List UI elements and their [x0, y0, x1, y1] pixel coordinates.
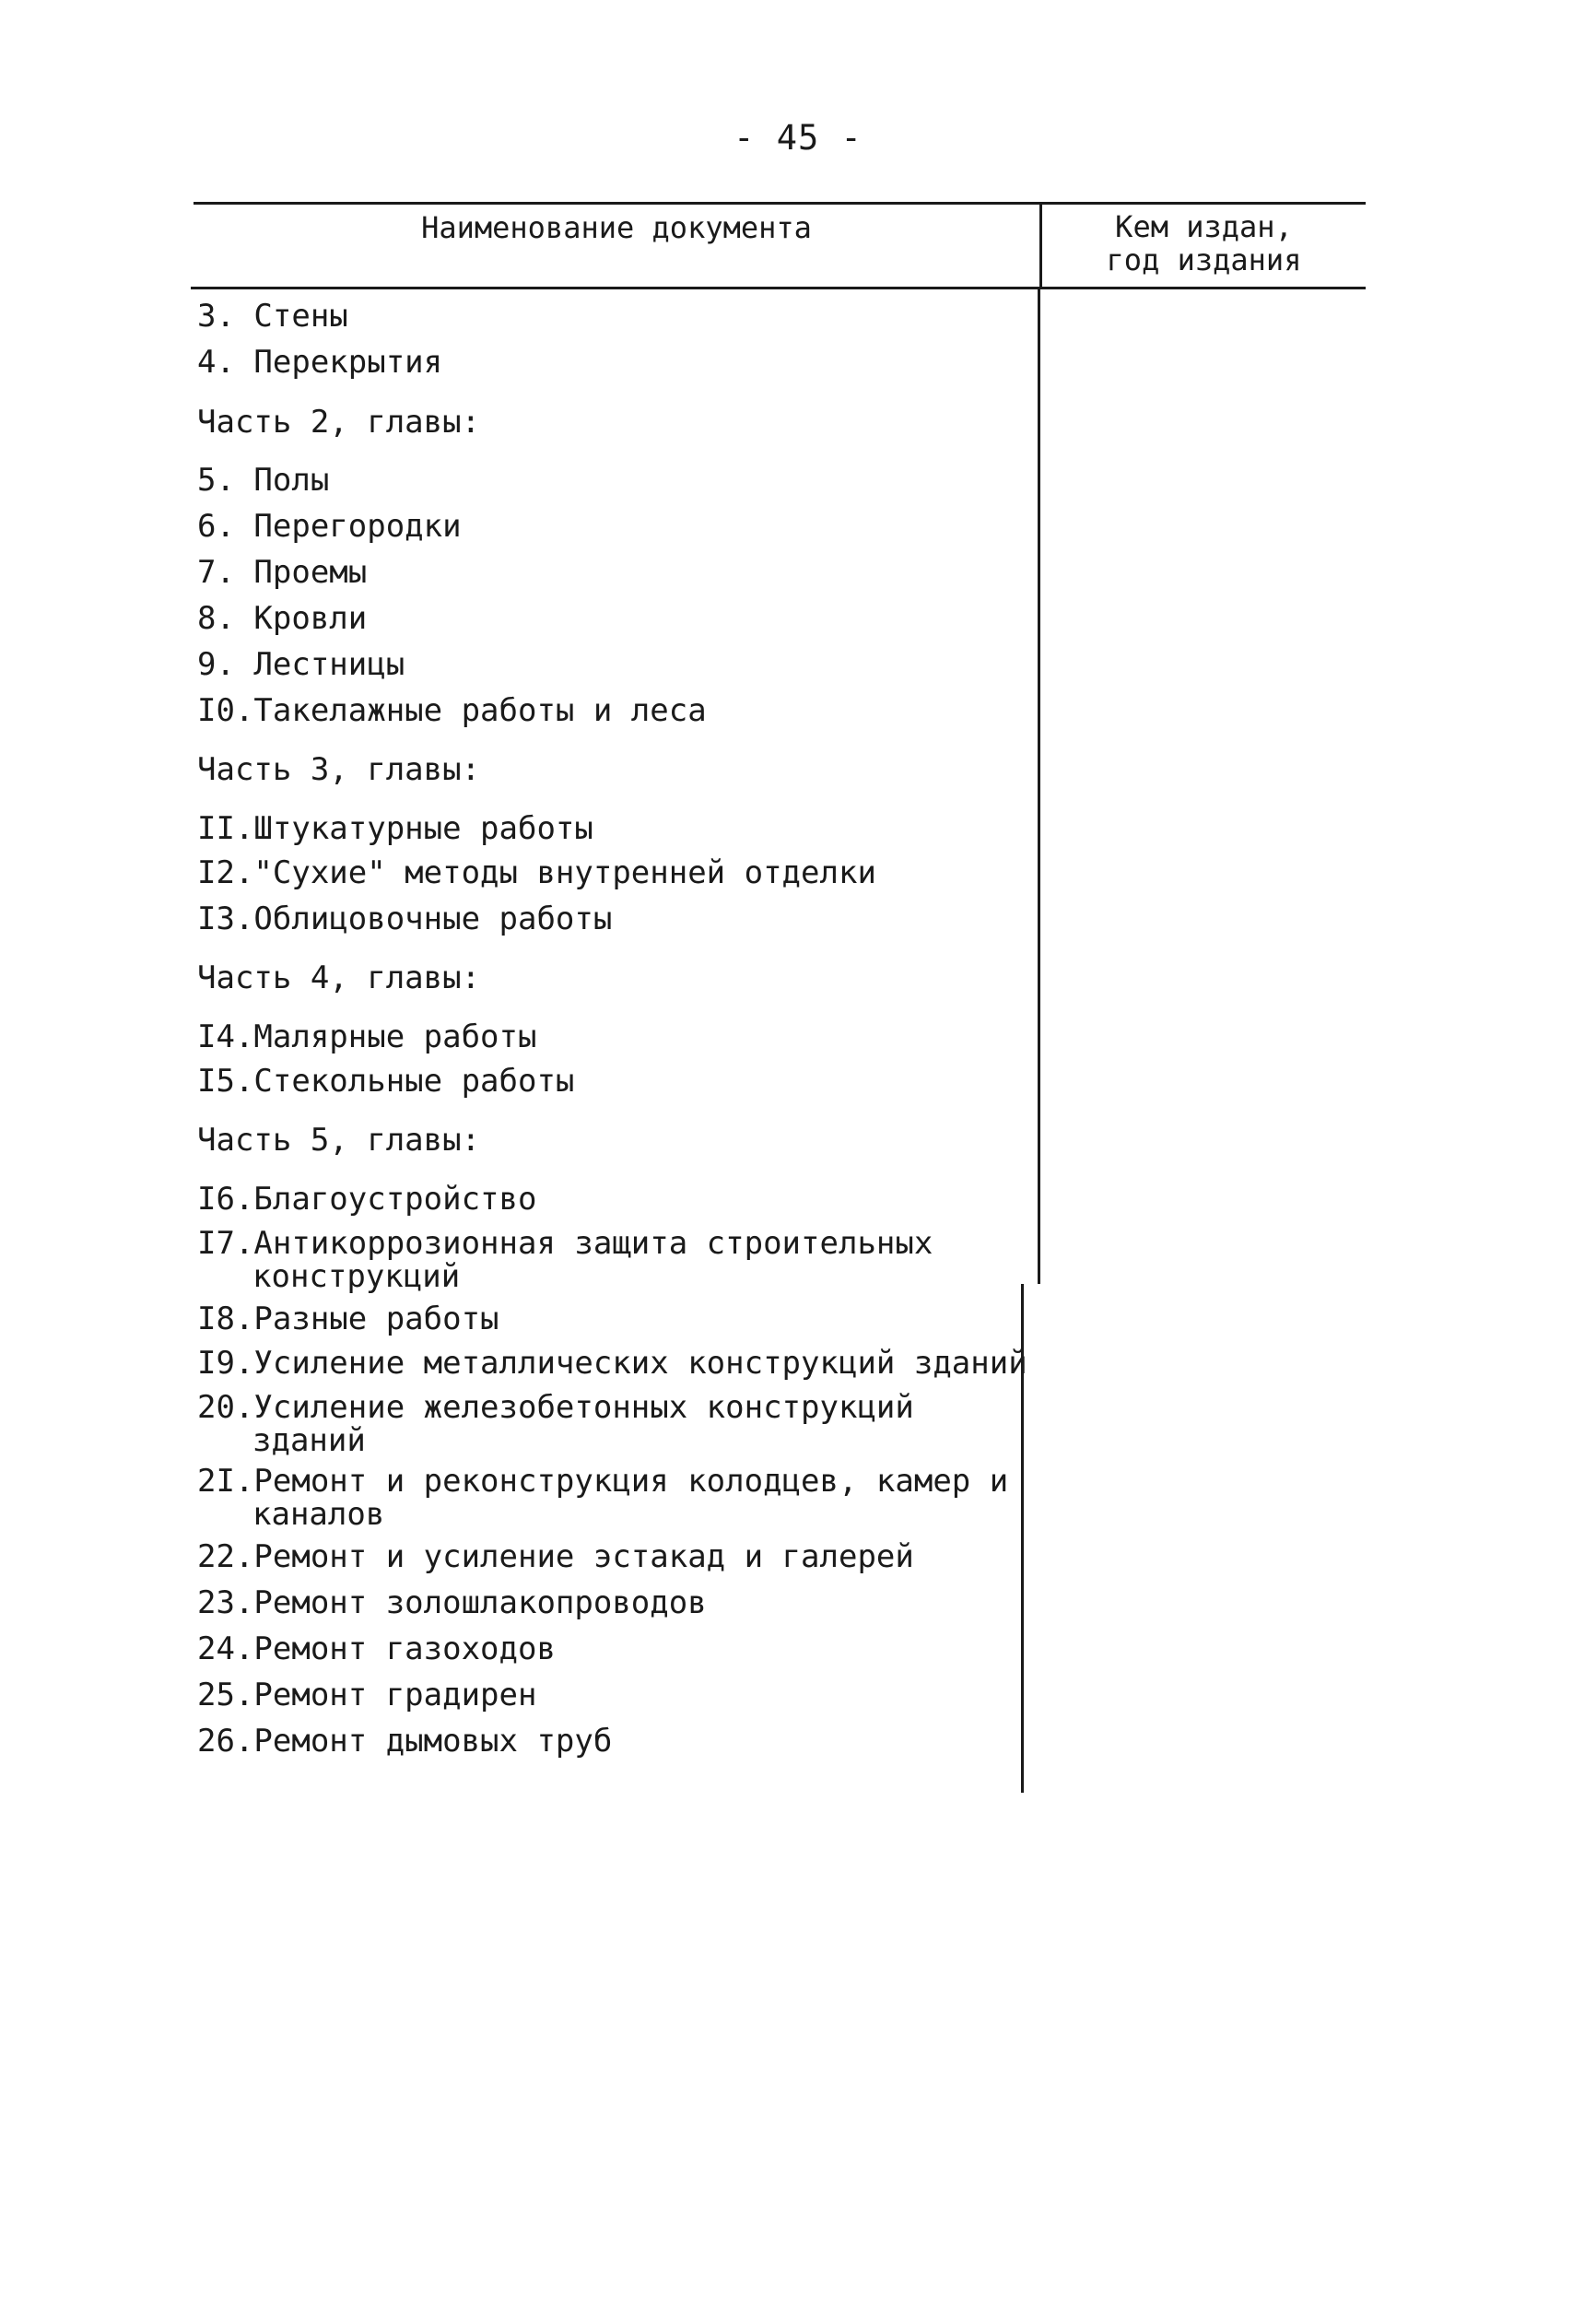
list-item-text: 22.Ремонт и усиление эстакад и галерей	[197, 1538, 914, 1575]
section-heading	[197, 753, 480, 786]
header-issuer	[1042, 210, 1366, 277]
list-item-text: 9. Лестницы	[197, 646, 405, 683]
list-item	[197, 1465, 1008, 1531]
list-item-text: I8.Разные работы	[197, 1301, 499, 1337]
list-item	[197, 602, 367, 635]
list-item	[197, 1540, 914, 1573]
list-item	[197, 648, 405, 681]
column-divider	[1038, 288, 1040, 1284]
list-item	[197, 1183, 536, 1216]
list-item-text: 25.Ремонт градирен	[197, 1677, 537, 1713]
list-item-text: 2I.Ремонт и реконструкция колодцев, камер и	[197, 1463, 1009, 1500]
page-number: - 45 -	[733, 118, 863, 158]
table-top-rule	[194, 202, 1366, 205]
list-item-text: I0.Такелажные работы и леса	[197, 692, 707, 729]
list-item	[197, 812, 593, 845]
list-item-text: 6. Перегородки	[197, 508, 462, 545]
list-item-text: 3. Стены	[197, 298, 348, 335]
section-heading	[197, 961, 480, 995]
list-item-text: I5.Стекольные работы	[197, 1063, 575, 1100]
list-item-text: 7. Проемы	[197, 554, 368, 591]
list-item	[197, 1391, 914, 1457]
list-item	[197, 856, 876, 889]
section-heading	[197, 1124, 480, 1157]
list-item	[197, 300, 348, 333]
list-item	[197, 902, 612, 936]
list-item	[197, 1302, 499, 1336]
list-item-text: II.Штукатурные работы	[197, 810, 593, 847]
list-item	[197, 694, 707, 727]
list-item-text: Часть 2, главы:	[197, 404, 481, 441]
list-item-text: 4. Перекрытия	[197, 344, 443, 381]
list-item-text: I4.Малярные работы	[197, 1018, 537, 1055]
list-item-continuation: каналов	[252, 1496, 385, 1533]
header-document-name: Наименование документа	[421, 210, 812, 245]
list-item	[197, 510, 462, 543]
list-item	[197, 1227, 933, 1293]
list-item	[197, 1020, 536, 1054]
list-item-text: Часть 3, главы:	[197, 751, 481, 788]
list-item-text: 23.Ремонт золошлакопроводов	[197, 1584, 707, 1621]
list-item	[197, 464, 329, 497]
list-item	[197, 1065, 574, 1098]
list-item	[197, 1725, 612, 1758]
list-item	[197, 1678, 536, 1712]
list-item-text: I9.Усиление металлических конструкций зданий	[197, 1345, 1027, 1382]
list-item-text: 8. Кровли	[197, 600, 368, 637]
list-item-continuation: зданий	[252, 1422, 366, 1459]
list-item	[197, 1347, 1027, 1380]
list-item-text: I3.Облицовочные работы	[197, 901, 613, 937]
list-item-text: 26.Ремонт дымовых труб	[197, 1723, 613, 1760]
list-item	[197, 1586, 707, 1619]
list-item-continuation: конструкций	[252, 1258, 461, 1295]
list-item-text: I7.Антикоррозионная защита строительных	[197, 1225, 933, 1262]
header-issuer-line1: Кем издан,	[1115, 209, 1293, 244]
list-item	[197, 1632, 556, 1666]
header-issuer-line2: год издания	[1106, 242, 1302, 277]
list-item-text: 20.Усиление железобетонных конструкций	[197, 1389, 914, 1426]
list-item-text: I2."Сухие" методы внутренней отделки	[197, 854, 876, 891]
table-header-rule	[191, 287, 1366, 289]
list-item	[197, 346, 442, 379]
list-item	[197, 556, 367, 589]
list-item-text: 24.Ремонт газоходов	[197, 1630, 556, 1667]
section-heading	[197, 406, 480, 439]
list-item-text: I6.Благоустройство	[197, 1181, 537, 1218]
list-item-text: Часть 4, главы:	[197, 959, 481, 996]
list-item-text: Часть 5, главы:	[197, 1122, 481, 1159]
list-item-text: 5. Полы	[197, 462, 330, 499]
